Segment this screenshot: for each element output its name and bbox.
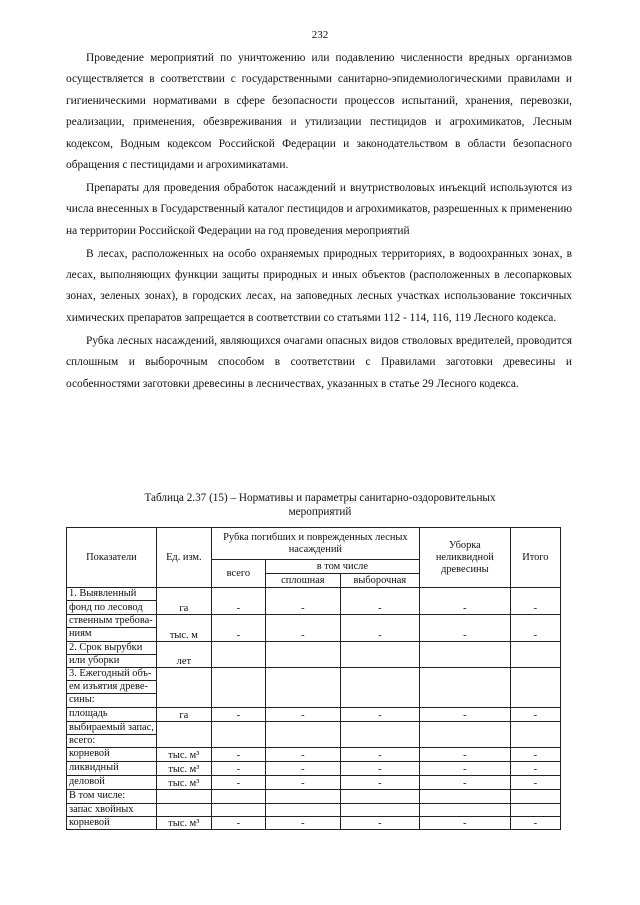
paragraph-4: Рубка лесных насаждений, являющихся очагами опасных видов стволовых вредителей, проводится сплошным и выборочным способом в соответствии с Правилами заготовки древесины и особенностями заготовки древесины в лесничествах, указанных в статье 29 Лесного кодекса. — [66, 334, 572, 390]
row-label: ственным требова- — [67, 615, 157, 628]
value-cell: - — [265, 748, 340, 762]
value-cell — [265, 641, 340, 667]
row-label: сины: — [67, 694, 157, 707]
value-cell — [211, 641, 265, 667]
header-clear: сплошная — [265, 574, 340, 588]
value-cell: - — [211, 762, 265, 776]
table-row — [67, 615, 561, 628]
table-row — [67, 776, 561, 790]
value-cell — [211, 804, 265, 817]
row-unit: тыс. м — [156, 615, 211, 641]
table-row — [67, 762, 561, 776]
row-unit: тыс. м³ — [156, 817, 211, 830]
value-cell — [265, 804, 340, 817]
row-unit: га — [156, 588, 211, 615]
row-label: корневой — [67, 817, 157, 830]
value-cell — [211, 790, 265, 804]
value-cell: - — [340, 762, 419, 776]
header-total: Итого — [510, 528, 560, 588]
value-cell: - — [419, 762, 510, 776]
value-cell — [419, 721, 510, 747]
value-cell — [340, 721, 419, 747]
value-cell — [510, 804, 560, 817]
table-row — [67, 641, 561, 654]
row-label: ниям — [67, 628, 157, 641]
row-label: В том числе: — [67, 790, 157, 804]
paragraph-1: Проведение мероприятий по уничтожению или подавлению численности вредных организмов осуществляется в соответствии с государственными санитарно-эпидемиологическими правилами и гигиеническими нормативами в сфере безопасности процессов испытаний, хранения, перевозки, реализации, применения, обезвреживания и утилизации пестицидов и агрохимикатов, Лесным кодексом, Водным кодексом Российской Федерации и законодательством в области безопасного обращения с пестицидами и агрохимикатами. — [66, 52, 572, 172]
row-unit — [156, 721, 211, 747]
row-label: фонд по лесовод — [67, 601, 157, 615]
value-cell — [211, 721, 265, 747]
paragraph-3: В лесах, расположенных на особо охраняемых природных территориях, в водоохранных зонах, в лесах, выполняющих функции защиты природных и иных объектов (расположенных в лесопарковых зонах, зеленых зонах), в городских лесах, на заповедных лесных участках использование токсичных химических препаратов запрещается в соответствии со статьями 112 - 114, 116, 119 Лесного кодекса. — [66, 247, 572, 324]
row-unit: лет — [156, 641, 211, 667]
paragraph-2: Препараты для проведения обработок насаждений и внутристволовых инъекций используются из числа внесенных в Государственный каталог пестицидов и агрохимикатов, разрешенных к применению на территории Российской Федерации на год проведения мероприятий — [66, 181, 572, 237]
row-label: площадь — [67, 707, 157, 721]
row-unit — [156, 790, 211, 804]
value-cell — [510, 641, 560, 667]
row-label: выбираемый запас, — [67, 721, 157, 734]
row-label: всего: — [67, 734, 157, 747]
value-cell: - — [419, 817, 510, 830]
table-row — [67, 668, 561, 681]
row-label: корневой — [67, 748, 157, 762]
value-cell: - — [510, 776, 560, 790]
row-label: или уборки — [67, 654, 157, 667]
page-number: 232 — [311, 29, 329, 41]
value-cell — [265, 721, 340, 747]
header-total-felling: всего — [211, 560, 265, 588]
value-cell: - — [419, 615, 510, 641]
header-cleanup: Уборка неликвидной древесины — [419, 528, 510, 588]
value-cell — [510, 790, 560, 804]
value-cell: - — [510, 615, 560, 641]
header-selective: выборочная — [340, 574, 419, 588]
row-label: 1. Выявленный — [67, 588, 157, 601]
value-cell: - — [211, 615, 265, 641]
table-row — [67, 721, 561, 734]
value-cell: - — [211, 776, 265, 790]
value-cell: - — [265, 707, 340, 721]
row-unit: тыс. м³ — [156, 748, 211, 762]
value-cell: - — [510, 707, 560, 721]
row-unit: тыс. м³ — [156, 776, 211, 790]
row-unit: га — [156, 707, 211, 721]
value-cell — [340, 641, 419, 667]
table-caption: Таблица 2.37 (15) – Нормативы и параметры санитарно-оздоровительных мероприятий — [144, 492, 496, 518]
value-cell: - — [211, 707, 265, 721]
header-indicators: Показатели — [67, 528, 157, 588]
row-unit: тыс. м³ — [156, 762, 211, 776]
value-cell: - — [211, 817, 265, 830]
value-cell: - — [265, 762, 340, 776]
value-cell — [510, 721, 560, 747]
value-cell: - — [340, 707, 419, 721]
row-label: ем изъятия древе- — [67, 681, 157, 694]
value-cell: - — [510, 748, 560, 762]
value-cell: - — [510, 588, 560, 615]
value-cell — [419, 804, 510, 817]
value-cell: - — [340, 588, 419, 615]
table-row — [67, 817, 561, 830]
table-row — [67, 790, 561, 804]
body-text — [66, 48, 572, 397]
value-cell — [265, 668, 340, 708]
value-cell: - — [510, 762, 560, 776]
table-row — [67, 707, 561, 721]
value-cell: - — [265, 817, 340, 830]
table-row — [67, 748, 561, 762]
value-cell — [510, 668, 560, 708]
table-row — [67, 588, 561, 601]
value-cell: - — [419, 588, 510, 615]
value-cell — [265, 790, 340, 804]
row-label: ликвидный — [67, 762, 157, 776]
value-cell: - — [265, 588, 340, 615]
row-unit — [156, 668, 211, 708]
value-cell: - — [340, 615, 419, 641]
row-unit — [156, 804, 211, 817]
row-label: 3. Ежегодный объ- — [67, 668, 157, 681]
value-cell — [340, 668, 419, 708]
value-cell — [340, 804, 419, 817]
row-label: деловой — [67, 776, 157, 790]
value-cell: - — [211, 588, 265, 615]
value-cell: - — [419, 707, 510, 721]
value-cell: - — [340, 776, 419, 790]
header-felling-group: Рубка погибших и поврежденных лесных насаждений — [211, 528, 419, 560]
value-cell: - — [419, 748, 510, 762]
value-cell: - — [265, 776, 340, 790]
value-cell — [419, 790, 510, 804]
value-cell: - — [419, 776, 510, 790]
row-label: 2. Срок вырубки — [67, 641, 157, 654]
value-cell: - — [510, 817, 560, 830]
header-in-that-number: в том числе — [265, 560, 419, 574]
table-row — [67, 804, 561, 817]
value-cell: - — [211, 748, 265, 762]
table-body — [67, 588, 561, 830]
value-cell: - — [340, 817, 419, 830]
value-cell — [419, 668, 510, 708]
value-cell: - — [265, 615, 340, 641]
value-cell — [419, 641, 510, 667]
value-cell — [340, 790, 419, 804]
header-unit: Ед. изм. — [156, 528, 211, 588]
value-cell: - — [340, 748, 419, 762]
value-cell — [211, 668, 265, 708]
row-label: запас хвойных — [67, 804, 157, 817]
norms-table — [66, 527, 561, 830]
